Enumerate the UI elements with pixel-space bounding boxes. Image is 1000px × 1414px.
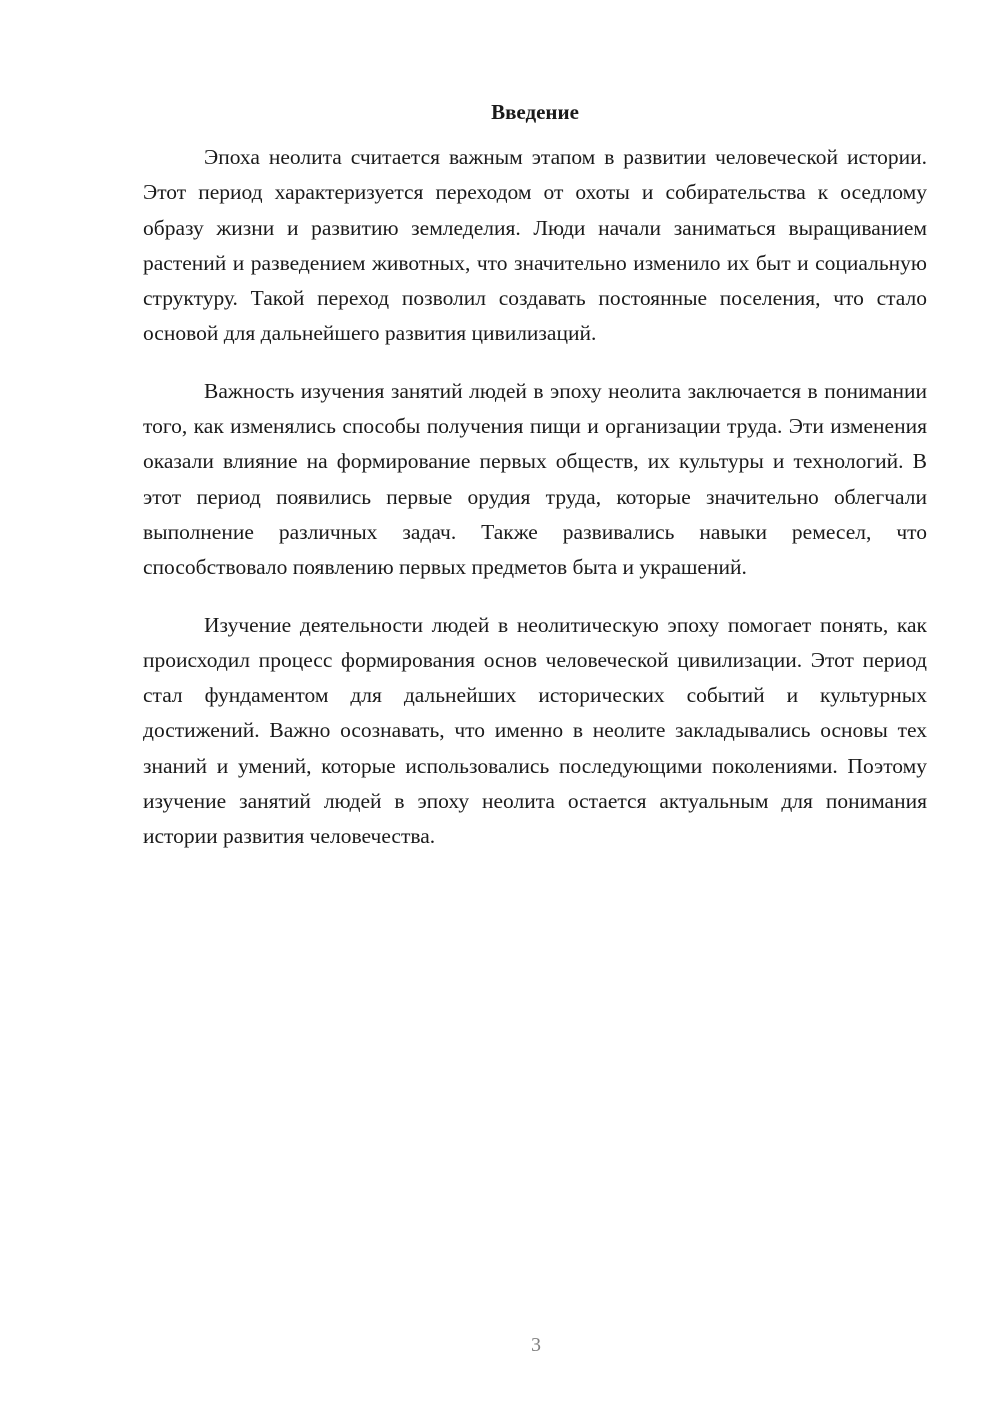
page-number: 3 bbox=[531, 1334, 541, 1356]
paragraph-2: Важность изучения занятий людей в эпоху неолита заключается в понимании того, как изменялись способы получения пищи и организации труда. Эти изменения оказали влияние на формирование первых обществ, их культуры и технологий. В этот период появились первые орудия труда, которые значительно облегчали выполнение различных задач. Также развивались навыки ремесел, что способствовало появлению первых предметов быта и украшений. bbox=[143, 378, 927, 580]
paragraph-3: Изучение деятельности людей в неолитическую эпоху помогает понять, как происходил процесс формирования основ человеческой цивилизации. Этот период стал фундаментом для дальнейших исторических событий и культурных достижений. Важно осознавать, что именно в неолите закладывались основы тех знаний и умений, которые использовались последующими поколениями. Поэтому изучение занятий людей в эпоху неолита остается актуальным для понимания истории развития человечества. bbox=[143, 612, 927, 849]
paragraph-1: Эпоха неолита считается важным этапом в развитии человеческой истории. Этот период характеризуется переходом от охоты и собирательства к оседлому образу жизни и развитию земледелия. Люди начали заниматься выращиванием растений и разведением животных, что значительно изменило их быт и социальную структуру. Такой переход позволил создавать постоянные поселения, что стало основой для дальнейшего развития цивилизаций. bbox=[143, 145, 927, 346]
section-title: Введение bbox=[491, 100, 579, 124]
page-content bbox=[143, 96, 927, 877]
